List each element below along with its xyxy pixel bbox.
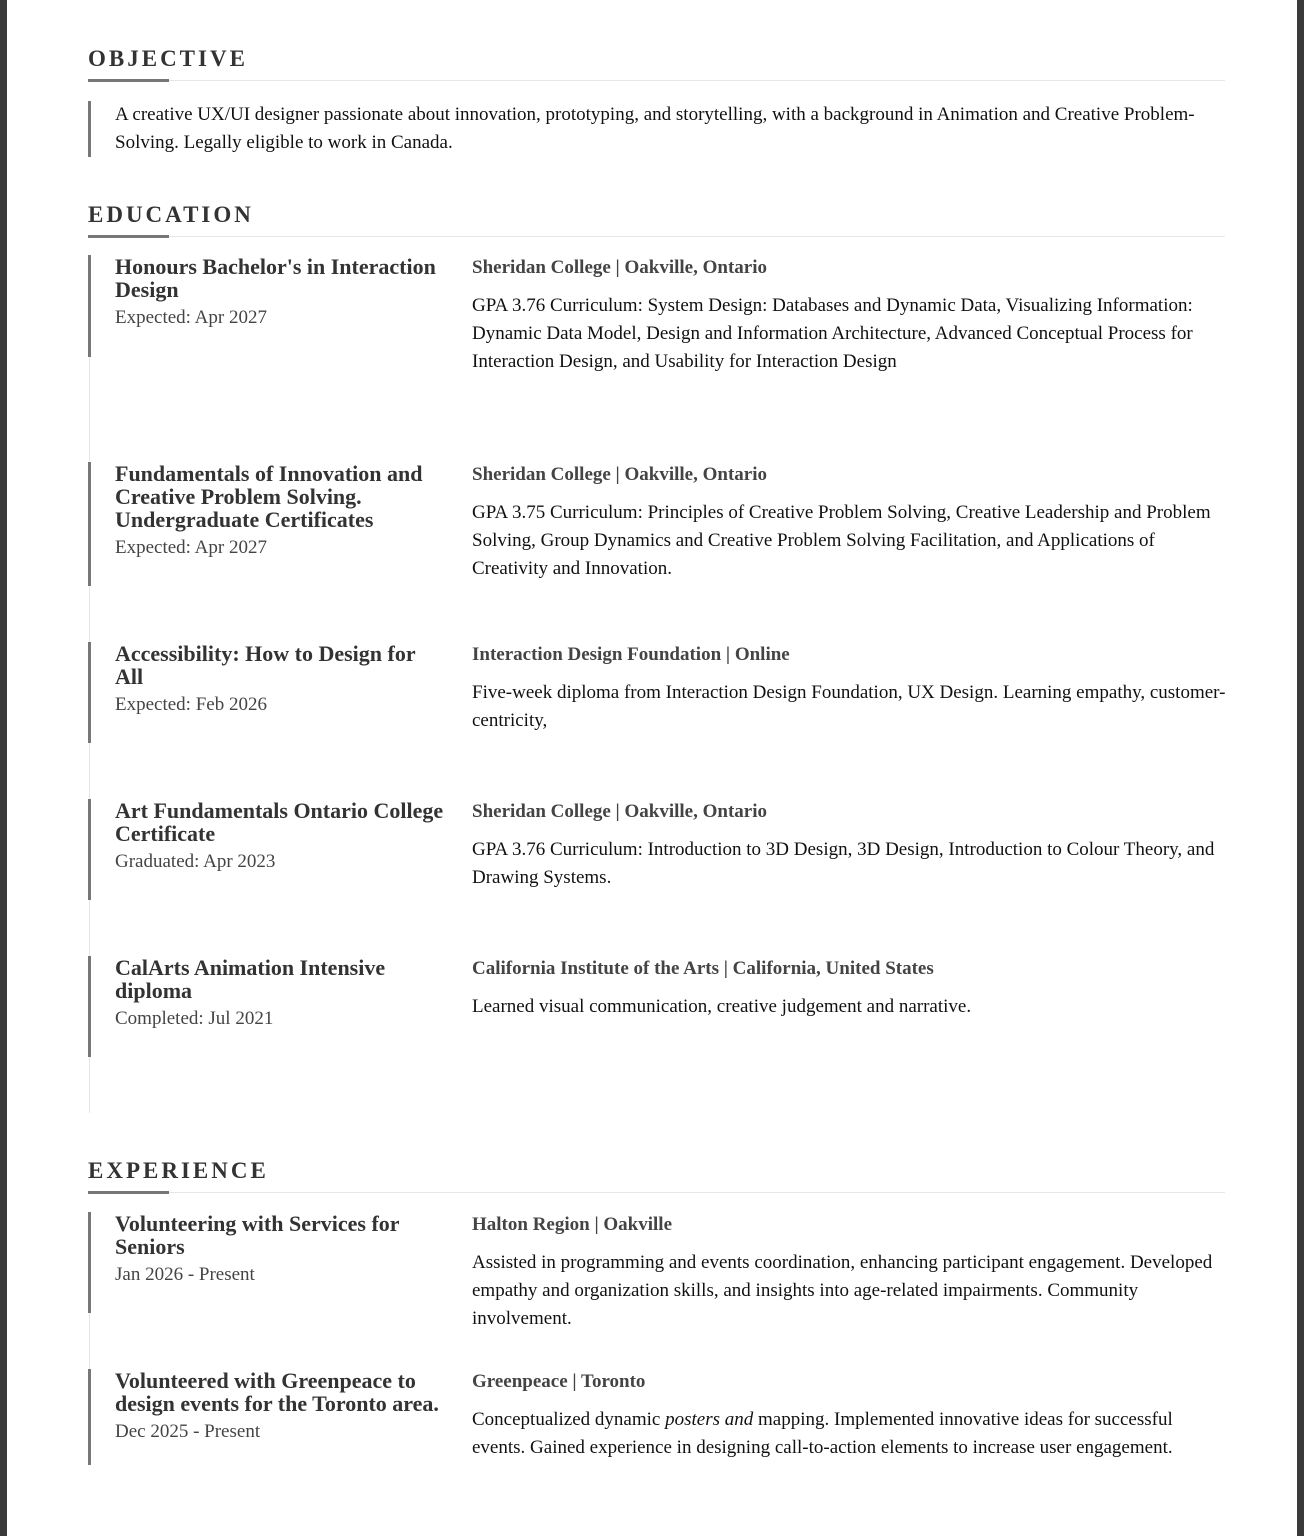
description-text: Conceptualized dynamic (472, 1409, 666, 1430)
entry-date: Graduated: Apr 2023 (115, 851, 276, 872)
resume-page (7, 0, 1297, 1536)
experience-heading: EXPERIENCE (88, 1158, 269, 1183)
entry-description: Assisted in programming and events coordination, enhancing participant engagement. Developed empathy and organization skills, and insights into age-related impairments. Community involvement. (472, 1252, 1213, 1329)
timeline-marker (88, 956, 91, 1057)
entry-title: Volunteering with Services for Seniors (115, 1211, 400, 1259)
timeline-marker (88, 1212, 91, 1313)
section-divider (88, 79, 1225, 82)
entry-organization: Halton Region | Oakville (472, 1214, 673, 1235)
entry-date: Jan 2026 - Present (115, 1264, 255, 1285)
entry-organization: Sheridan College | Oakville, Ontario (472, 464, 767, 485)
section-divider (88, 235, 1225, 238)
entry-title: Honours Bachelor's in Interaction Design (115, 254, 436, 302)
entry-date: Expected: Apr 2027 (115, 537, 267, 558)
entry-title: Art Fundamentals Ontario College Certificate (115, 798, 444, 846)
entry-description: GPA 3.76 Curriculum: System Design: Databases and Dynamic Data, Visualizing Information: Dynamic Data Model, Design and Information Architecture, Advanced Conceptual Process for Interaction Design, and Usability for Interaction Design (472, 295, 1193, 372)
objective-heading: OBJECTIVE (88, 46, 248, 71)
entry-title: Accessibility: How to Design for All (115, 641, 416, 689)
experience-section (88, 1157, 1225, 1477)
entry-organization: Interaction Design Foundation | Online (472, 644, 790, 665)
entry-description: GPA 3.75 Curriculum: Principles of Creative Problem Solving, Creative Leadership and Problem Solving, Group Dynamics and Creative Problem Solving Facilitation, and Applications of Creativity and Innovation. (472, 502, 1211, 579)
timeline-marker (88, 462, 91, 586)
entry-date: Dec 2025 - Present (115, 1421, 261, 1442)
timeline-marker (88, 255, 91, 357)
entry-title: Volunteered with Greenpeace to design events for the Toronto area. (115, 1368, 439, 1416)
timeline-marker (88, 799, 91, 900)
timeline-marker (88, 1369, 91, 1465)
education-section (88, 201, 1225, 1121)
entry-date: Expected: Feb 2026 (115, 694, 267, 715)
entry-title: Fundamentals of Innovation and Creative Problem Solving. Undergraduate Certificates (115, 461, 423, 532)
entry-date: Expected: Apr 2027 (115, 307, 267, 328)
entry-description (472, 1406, 1227, 1462)
entry-description: Five-week diploma from Interaction Design Foundation, UX Design. Learning empathy, customer-centricity, (472, 682, 1226, 731)
entry-organization: Greenpeace | Toronto (472, 1371, 646, 1392)
entry-organization: Sheridan College | Oakville, Ontario (472, 801, 767, 822)
entry-organization: California Institute of the Arts | California, United States (472, 958, 934, 979)
objective-text: A creative UX/UI designer passionate about innovation, prototyping, and storytelling, with a background in Animation and Creative Problem-Solving. Legally eligible to work in Canada. (88, 101, 1225, 157)
description-text: mapping. Implemented innovative ideas for successful events. Gained experience in designing call-to-action elements to increase user engagement. (472, 1409, 1173, 1458)
objective-section (88, 45, 1225, 175)
entry-description: GPA 3.76 Curriculum: Introduction to 3D Design, 3D Design, Introduction to Colour Theory, and Drawing Systems. (472, 839, 1215, 888)
section-divider (88, 1191, 1225, 1194)
education-heading: EDUCATION (88, 202, 254, 227)
entry-date: Completed: Jul 2021 (115, 1008, 274, 1029)
entry-title: CalArts Animation Intensive diploma (115, 955, 386, 1003)
timeline-marker (88, 642, 91, 743)
entry-description: Learned visual communication, creative judgement and narrative. (472, 996, 972, 1017)
entry-organization: Sheridan College | Oakville, Ontario (472, 257, 767, 278)
description-italic-text: posters and (665, 1409, 754, 1430)
